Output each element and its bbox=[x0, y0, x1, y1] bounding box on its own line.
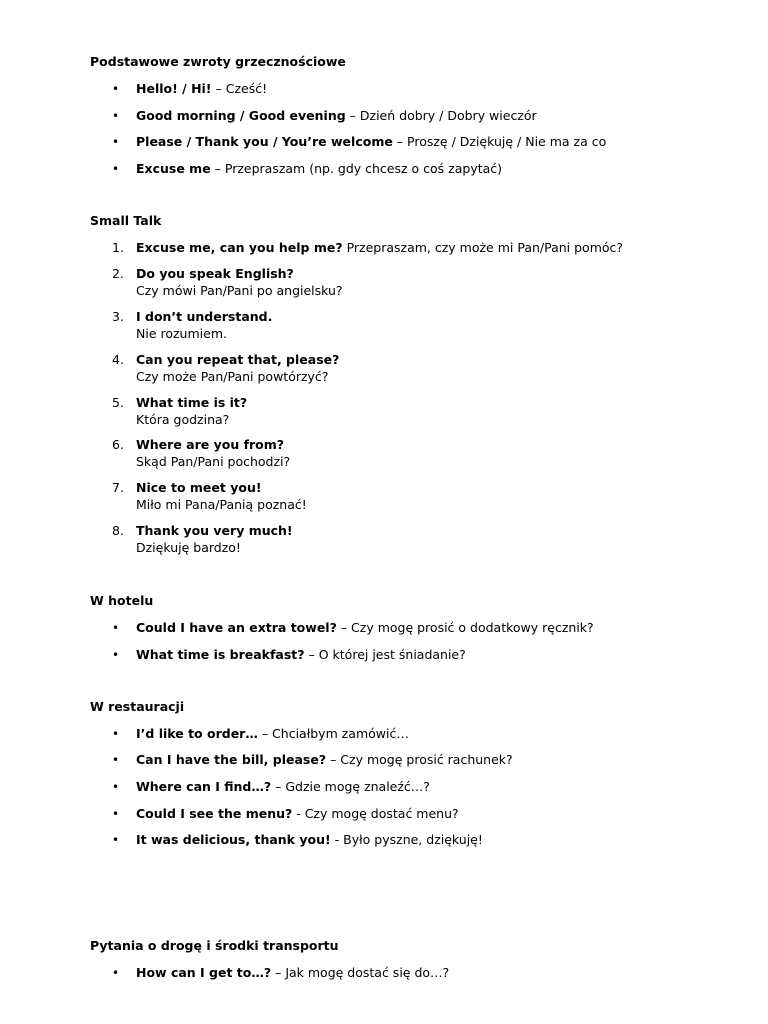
phrase-english: Can you repeat that, please? bbox=[136, 352, 340, 367]
item-number: 8. bbox=[112, 523, 124, 538]
item-number: 4. bbox=[112, 352, 124, 367]
phrase-translation: – Gdzie mogę znaleźć…? bbox=[271, 779, 430, 794]
phrase-translation: Przepraszam, czy może mi Pan/Pani pomóc? bbox=[342, 240, 624, 255]
phrase-translation: – Jak mogę dostać się do…? bbox=[271, 965, 450, 980]
phrase-english: Where can I find…? bbox=[136, 779, 272, 794]
section-heading-restaurant: W restauracji bbox=[90, 699, 185, 714]
section-heading-basic: Podstawowe zwroty grzecznościowe bbox=[90, 54, 346, 69]
phrase-english: Do you speak English? bbox=[136, 266, 294, 281]
phrase-english: I’d like to order… bbox=[136, 726, 258, 741]
phrase-translation: Czy może Pan/Pani powtórzyć? bbox=[136, 368, 329, 384]
section-heading-hotel: W hotelu bbox=[90, 593, 154, 608]
bullet-icon: • bbox=[112, 621, 120, 635]
bullet-icon: • bbox=[112, 780, 120, 794]
phrase-english: I don’t understand. bbox=[136, 309, 273, 324]
bullet-icon: • bbox=[112, 727, 120, 741]
item-number: 2. bbox=[112, 266, 124, 281]
phrase-translation: – Proszę / Dziękuję / Nie ma za co bbox=[392, 134, 607, 149]
bullet-icon: • bbox=[112, 648, 120, 662]
phrase-translation: – Dzień dobry / Dobry wieczór bbox=[345, 108, 537, 123]
bullet-icon: • bbox=[112, 833, 120, 847]
phrase-english: What time is it? bbox=[136, 395, 248, 410]
phrase-translation: Dziękuję bardzo! bbox=[136, 539, 241, 555]
phrase-english: Could I have an extra towel? bbox=[136, 620, 337, 635]
section-heading-small-talk: Small Talk bbox=[90, 213, 162, 228]
bullet-icon: • bbox=[112, 753, 120, 767]
phrase-translation: Nie rozumiem. bbox=[136, 325, 227, 341]
phrase-translation: - Czy mogę dostać menu? bbox=[292, 806, 459, 821]
phrase-english: Excuse me bbox=[136, 161, 211, 176]
phrase-english: Where are you from? bbox=[136, 437, 285, 452]
item-number: 6. bbox=[112, 437, 124, 452]
phrase-translation: Skąd Pan/Pani pochodzi? bbox=[136, 453, 291, 469]
phrase-english: How can I get to…? bbox=[136, 965, 272, 980]
phrase-english: Could I see the menu? bbox=[136, 806, 293, 821]
phrase-translation: – Chciałbym zamówić… bbox=[257, 726, 409, 741]
bullet-icon: • bbox=[112, 162, 120, 176]
phrase-translation: Miło mi Pana/Panią poznać! bbox=[136, 496, 307, 512]
section-heading-directions: Pytania o drogę i środki transportu bbox=[90, 938, 339, 953]
bullet-icon: • bbox=[112, 109, 120, 123]
phrase-english: What time is breakfast? bbox=[136, 647, 305, 662]
item-number: 7. bbox=[112, 480, 124, 495]
phrase-translation: Która godzina? bbox=[136, 411, 230, 427]
phrase-translation: Czy mówi Pan/Pani po angielsku? bbox=[136, 282, 343, 298]
item-number: 5. bbox=[112, 395, 124, 410]
bullet-icon: • bbox=[112, 966, 120, 980]
phrase-translation: – Czy mogę prosić rachunek? bbox=[326, 752, 513, 767]
phrase-english: Nice to meet you! bbox=[136, 480, 262, 495]
bullet-icon: • bbox=[112, 82, 120, 96]
phrase-english: Thank you very much! bbox=[136, 523, 293, 538]
phrase-english: It was delicious, thank you! bbox=[136, 832, 331, 847]
phrase-english: Hello! / Hi! bbox=[136, 81, 212, 96]
phrase-translation: – O której jest śniadanie? bbox=[304, 647, 466, 662]
item-number: 1. bbox=[112, 240, 124, 255]
phrase-english: Can I have the bill, please? bbox=[136, 752, 327, 767]
phrase-translation: – Czy mogę prosić o dodatkowy ręcznik? bbox=[336, 620, 594, 635]
phrase-translation: – Przepraszam (np. gdy chcesz o coś zapytać) bbox=[210, 161, 503, 176]
item-number: 3. bbox=[112, 309, 124, 324]
phrase-english: Good morning / Good evening bbox=[136, 108, 346, 123]
phrase-translation: – Cześć! bbox=[211, 81, 268, 96]
phrase-english: Please / Thank you / You’re welcome bbox=[136, 134, 393, 149]
phrase-translation: - Było pyszne, dziękuję! bbox=[330, 832, 483, 847]
phrase-english: Excuse me, can you help me? bbox=[136, 240, 343, 255]
bullet-icon: • bbox=[112, 135, 120, 149]
bullet-icon: • bbox=[112, 807, 120, 821]
